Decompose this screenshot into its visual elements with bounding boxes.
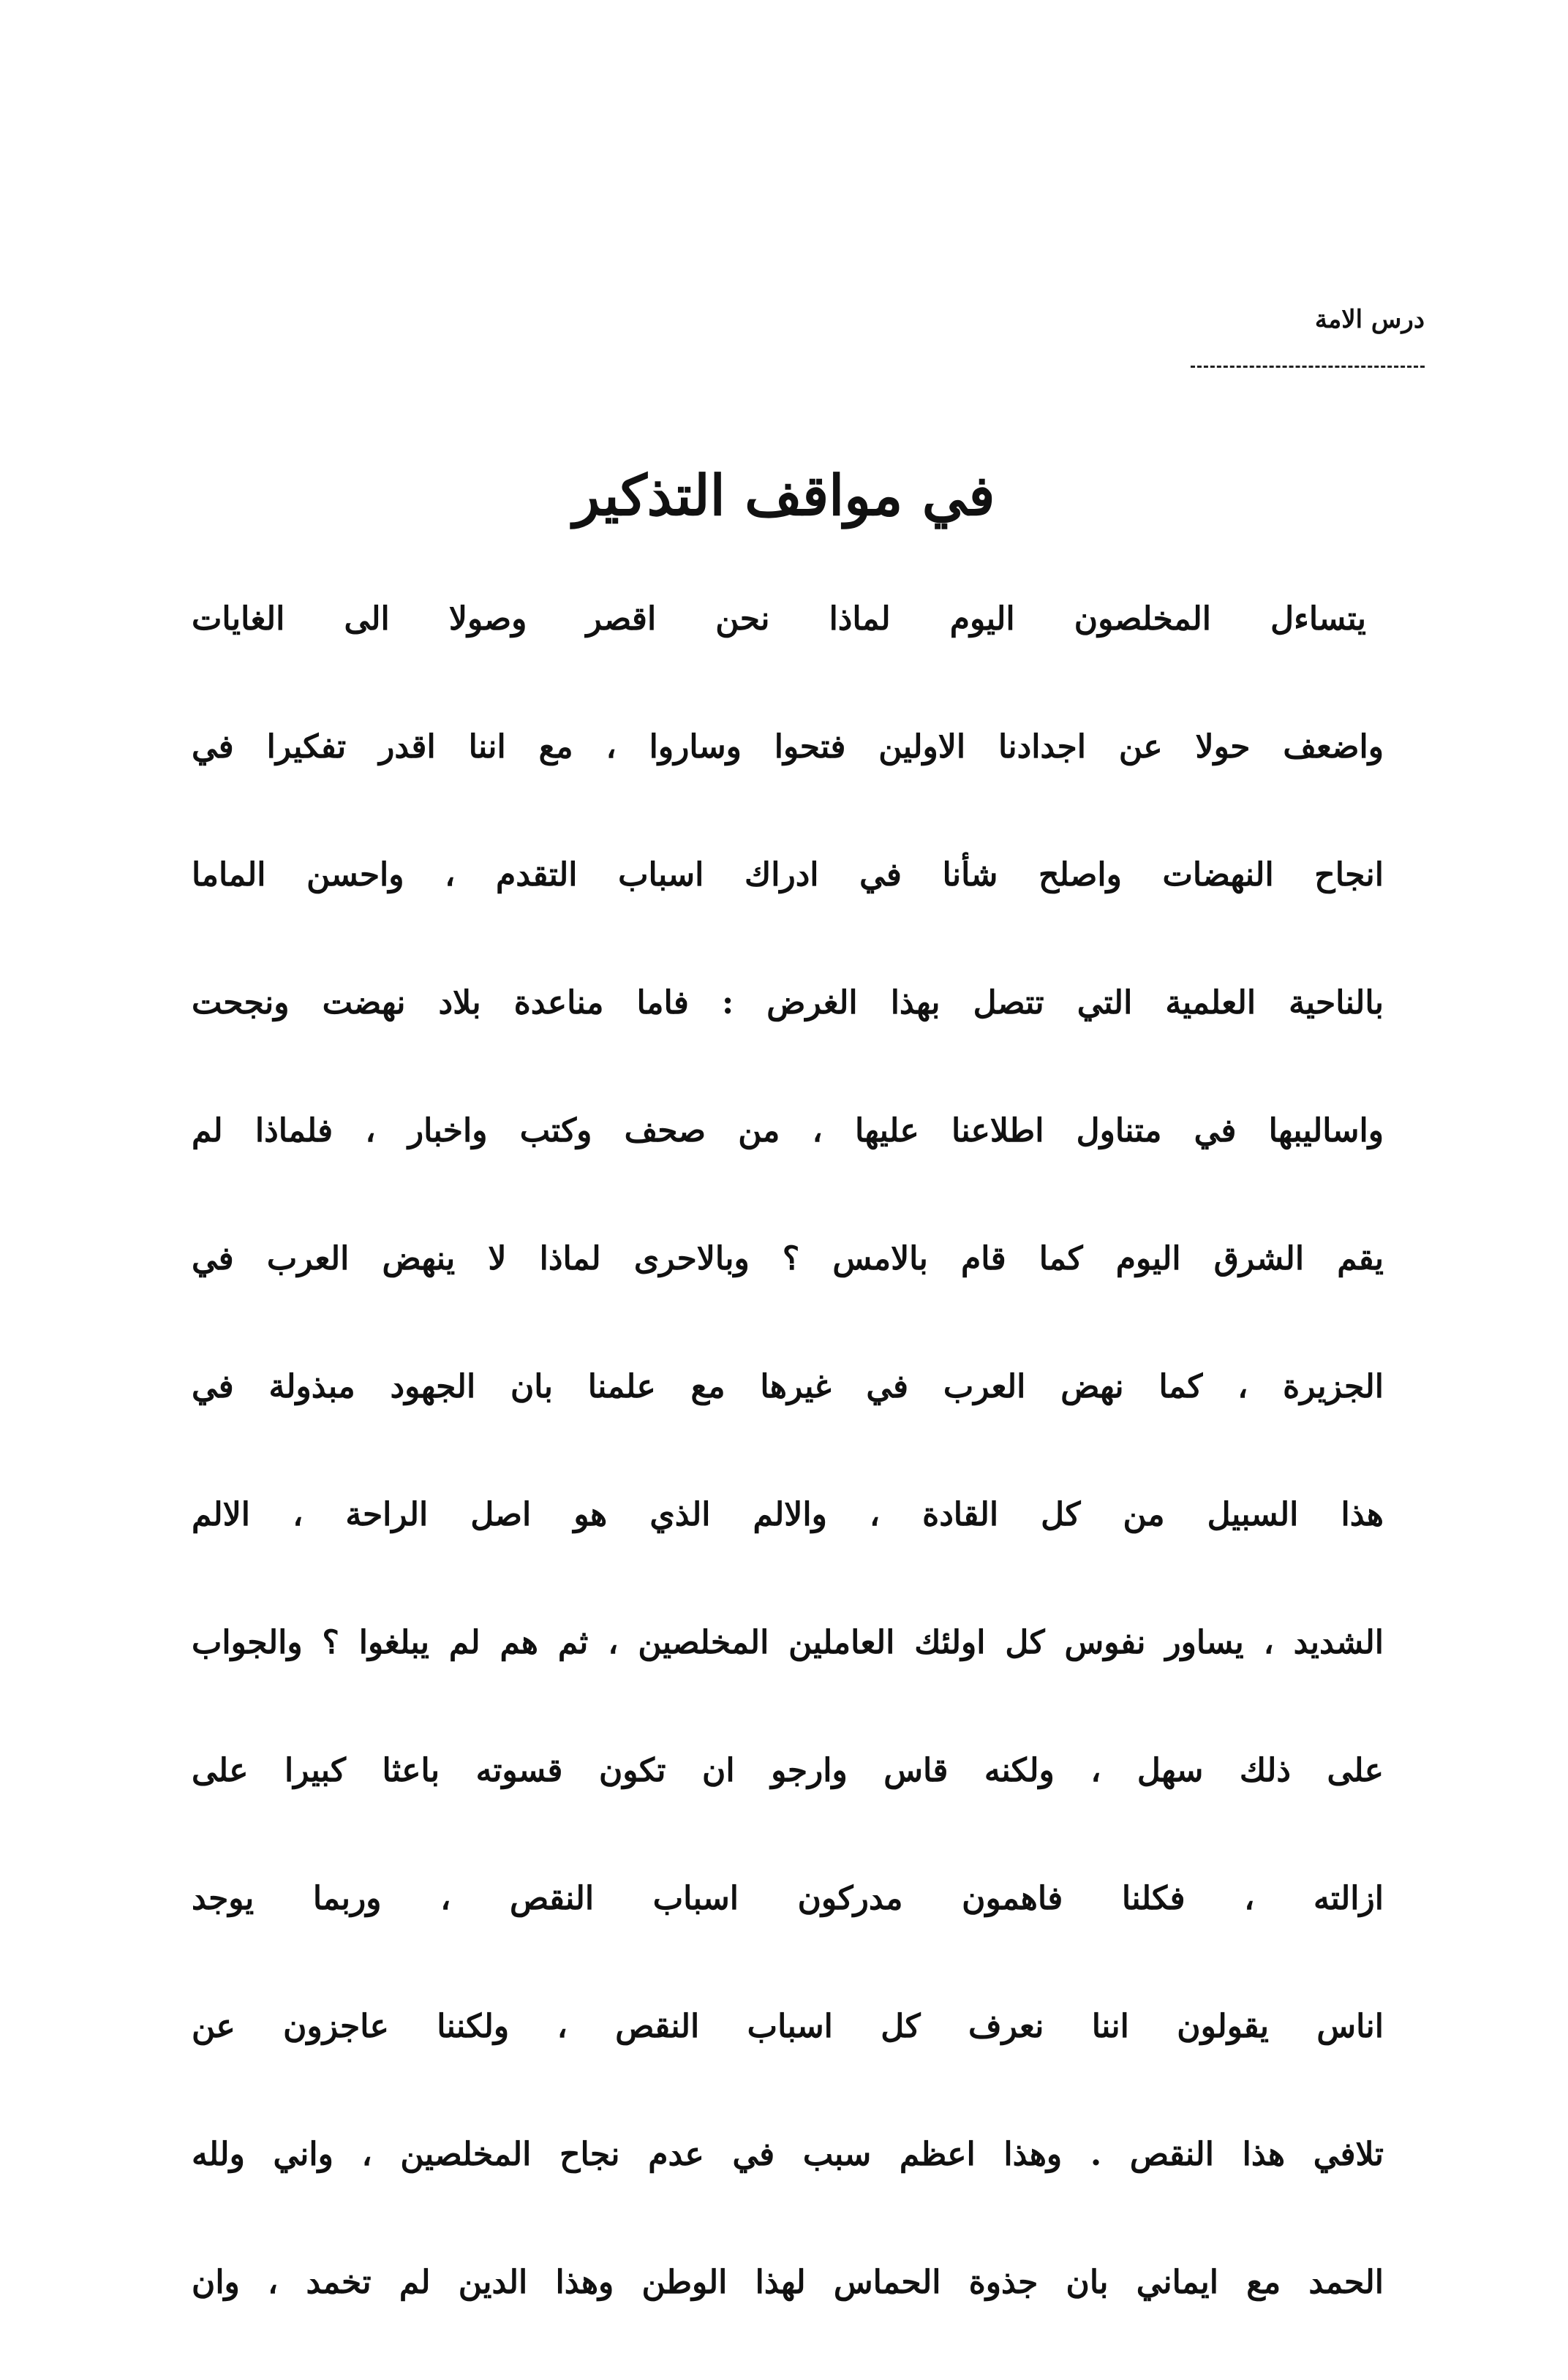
text-line: على ذلك سهل ، ولكنه قاس وارجو ان تكون قسوته باعثا كبيرا على [192,1752,1384,1789]
text-line: يقم الشرق اليوم كما قام بالامس ؟ وبالاحرى لماذا لا ينهض العرب في [192,1240,1384,1277]
text-line: الجزيرة ، كما نهض العرب في غيرها مع علمنا بان الجهود مبذولة في [192,1368,1384,1405]
text-line: واضعف حولا عن اجدادنا الاولين فتحوا وساروا ، مع اننا اقدر تفكيرا في [192,728,1384,766]
body-text [192,589,1384,2380]
text-line: يتساءل المخلصون اليوم لماذا نحن اقصر وصولا الى الغايات [192,600,1366,638]
text-line: انجاح النهضات واصلح شأنا في ادراك اسباب التقدم ، واحسن الماما [192,856,1384,894]
page-title: في مواقف التذكير [573,463,995,528]
text-line: واساليبها في متناول اطلاعنا عليها ، من صحف وكتب واخبار ، فلماذا لم [192,1112,1384,1149]
text-line: بالناحية العلمية التي تتصل بهذا الغرض : فاما مناعدة بلاد نهضت ونجحت [192,984,1384,1021]
text-line: ازالته ، فكلنا فاهمون مدركون اسباب النقص ، وربما يوجد [192,1880,1384,1917]
text-line: اناس يقولون اننا نعرف كل اسباب النقص ، ولكننا عاجزون عن [192,2008,1384,2045]
text-line: الحمد مع ايماني بان جذوة الحماس لهذا الوطن وهذا الدين لم تخمد ، وان [192,2264,1384,2301]
text-line: هذا السبيل من كل القادة ، والالم الذي هو اصل الراحة ، الالم [192,1496,1384,1533]
header-divider [1191,366,1425,368]
text-line: تلافي هذا النقص . وهذا اعظم سبب في عدم نجاح المخلصين ، واني ولله [192,2136,1384,2173]
text-line: الشديد ، يساور نفوس كل اولئك العاملين المخلصين ، ثم هم لم يبلغوا ؟ والجواب [192,1624,1384,1661]
running-head: درس الامة [1314,305,1425,334]
